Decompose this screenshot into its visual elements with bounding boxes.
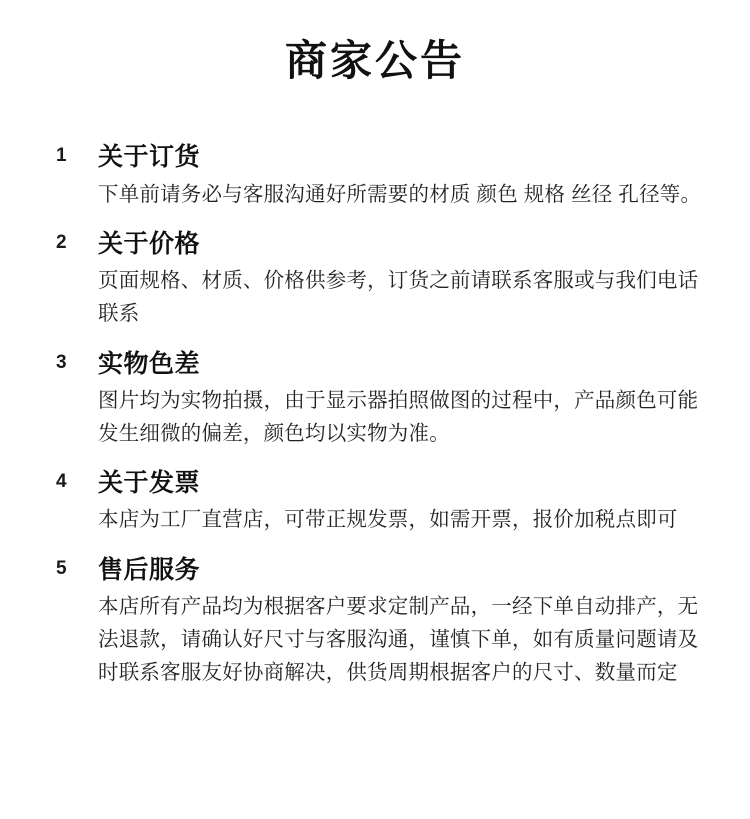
page-title: 商家公告 — [284, 37, 465, 84]
item-heading: 售后服务 — [98, 555, 201, 584]
item-heading: 关于发票 — [98, 469, 201, 498]
announcement-page — [0, 36, 750, 819]
item-text: 本店所有产品均为根据客户要求定制产品，一经下单自动排产，无法退款，请确认好尺寸与客服沟通，谨慎下单，如有质量问题请及时联系客服友好协商解决，供货周期根据客户的尺寸、数量而定 — [98, 594, 699, 685]
item-text: 页面规格、材质、价格供参考，订货之前请联系客服或与我们电话联系 — [98, 269, 699, 326]
item-number: 4 — [56, 471, 67, 493]
item-number: 1 — [56, 145, 67, 167]
item-number: 3 — [56, 351, 67, 373]
announcement-sections — [24, 142, 726, 689]
item-number: 2 — [56, 231, 67, 253]
item-heading: 实物色差 — [98, 349, 201, 378]
item-text: 图片均为实物拍摄，由于显示器拍照做图的过程中，产品颜色可能发生细微的偏差，颜色均以实物为准。 — [98, 388, 699, 445]
announcement-item — [56, 142, 716, 210]
item-heading: 关于订货 — [98, 143, 201, 172]
item-text: 下单前请务必与客服沟通好所需要的材质 颜色 规格 丝径 孔径等。 — [98, 182, 702, 206]
item-number: 5 — [56, 557, 67, 579]
announcement-item — [56, 229, 716, 331]
announcement-item — [56, 555, 716, 690]
item-heading: 关于价格 — [98, 229, 201, 258]
announcement-item — [56, 349, 716, 451]
announcement-item — [56, 468, 716, 536]
item-text: 本店为工厂直营店，可带正规发票，如需开票，报价加税点即可 — [98, 508, 678, 532]
